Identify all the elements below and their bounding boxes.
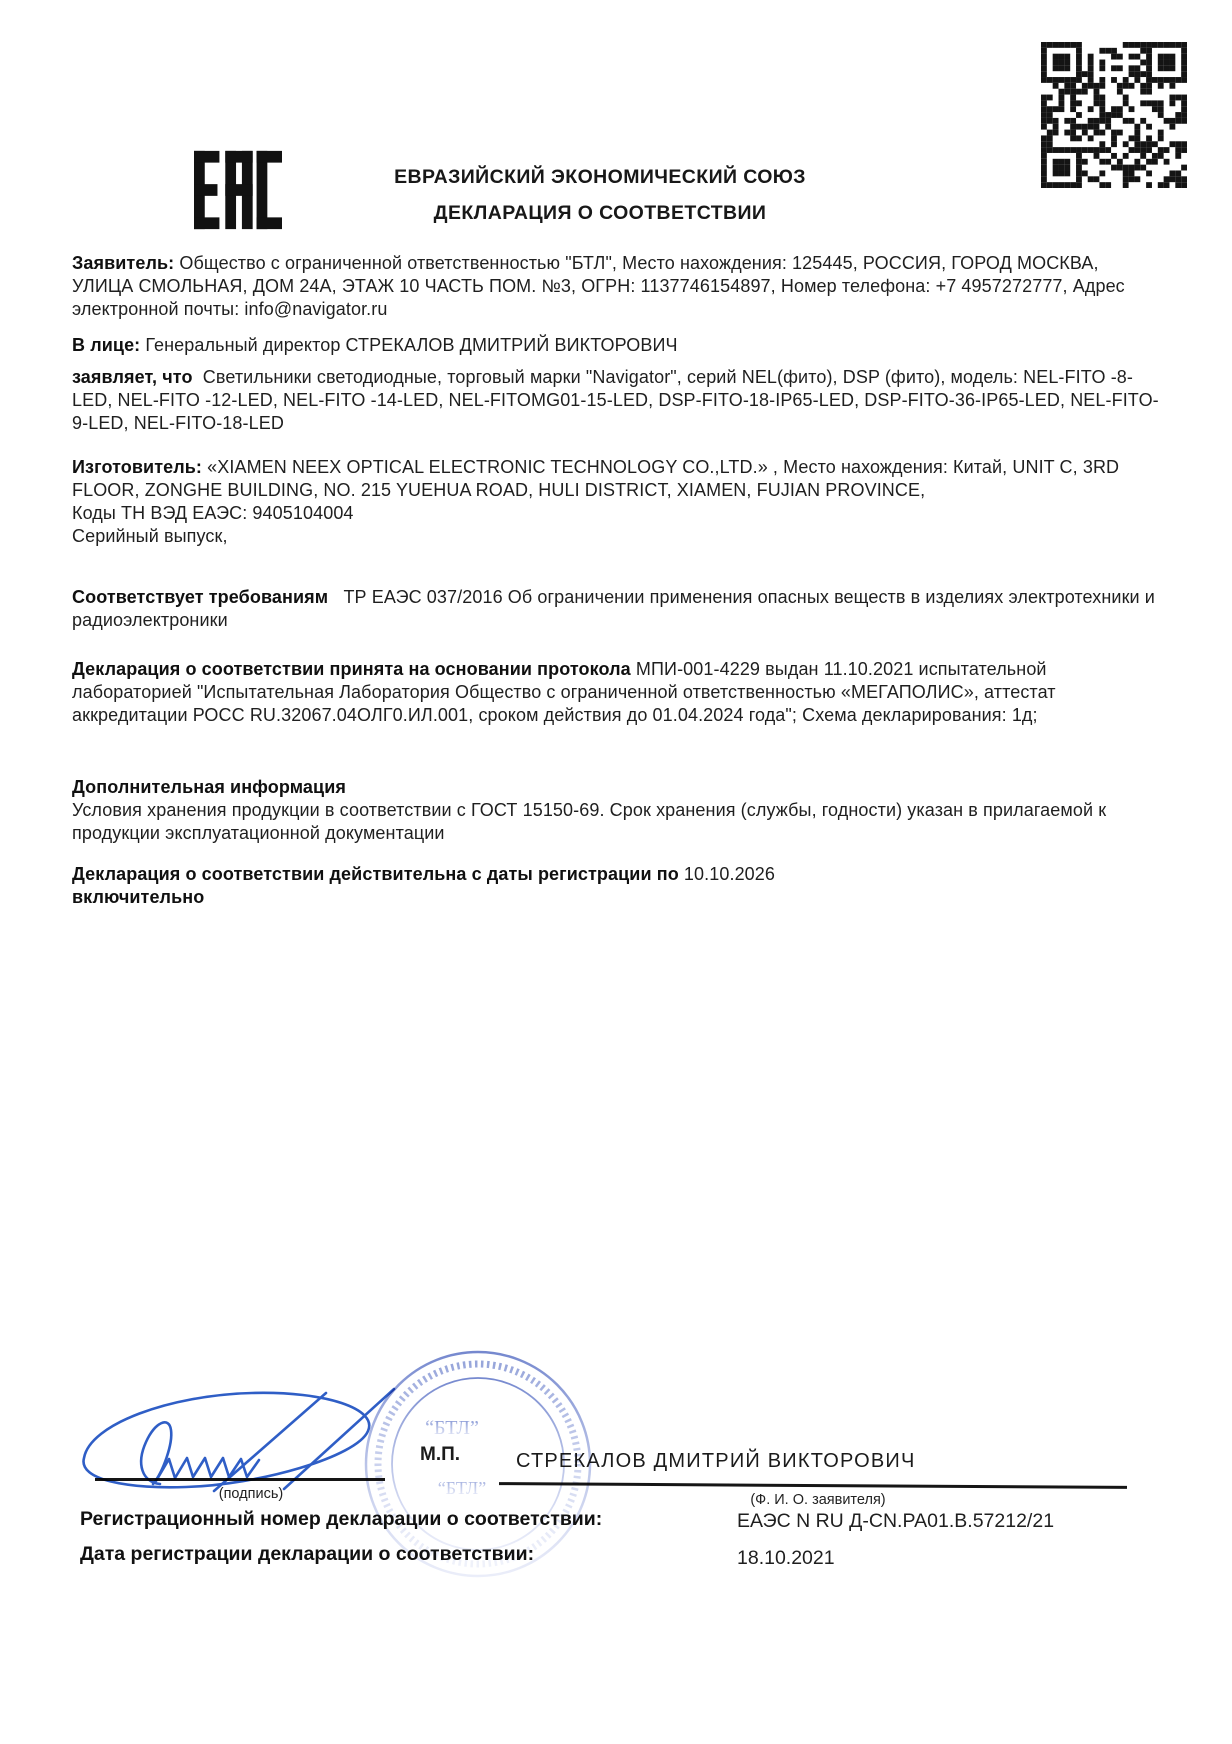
registration-number-label: Регистрационный номер декларации о соответствии: — [80, 1508, 603, 1530]
qr-code — [1041, 40, 1187, 190]
basis-section — [72, 658, 1164, 727]
doc-title: ДЕКЛАРАЦИЯ О СООТВЕТСТВИИ — [433, 202, 767, 224]
declares-label: заявляет, что — [72, 367, 193, 387]
declares-text: Светильники светодиодные, торговый марки "Navigator", серий NEL(фито), DSP (фито), модель: NEL-FITO -8-LED, NEL-FITO -12-LED, NEL-FITO -14-LED, NEL-FITOMG01-15-LED, DSP-FITO-18-IP65-LED, DSP-FITO-36-IP65-LED, NEL-FITO-9-LED, NEL-FITO-18-LED — [72, 367, 1159, 433]
registration-date-value: 18.10.2021 — [737, 1547, 835, 1569]
person-label: В лице: — [72, 335, 141, 355]
tnved-codes-line: Коды ТН ВЭД ЕАЭС: 9405104004 — [72, 503, 354, 523]
validity-label: Декларация о соответствии действительна с даты регистрации по — [72, 864, 679, 884]
person-section — [72, 334, 1164, 357]
signature — [70, 1378, 410, 1498]
applicant-section — [72, 252, 1164, 321]
serial-line: Серийный выпуск, — [72, 526, 228, 546]
additional-info-heading: Дополнительная информация — [72, 777, 346, 797]
stamp-place-mark: М.П. — [420, 1444, 461, 1465]
name-caption: (Ф. И. О. заявителя) — [750, 1492, 886, 1508]
validity-date: 10.10.2026 — [683, 864, 776, 884]
basis-label: Декларация о соответствии принята на основании протокола — [72, 659, 631, 679]
union-title: ЕВРАЗИЙСКИЙ ЭКОНОМИЧЕСКИЙ СОЮЗ — [394, 166, 806, 188]
registration-number-value: ЕАЭС N RU Д-CN.РА01.В.57212/21 — [737, 1510, 1055, 1532]
manufacturer-section — [72, 456, 1164, 548]
header-titles — [170, 166, 1030, 225]
applicant-label: Заявитель: — [72, 253, 175, 273]
validity-section — [72, 863, 1164, 909]
registration-date-label: Дата регистрации декларации о соответствии: — [80, 1543, 535, 1565]
additional-info-text: Условия хранения продукции в соответствии с ГОСТ 15150-69. Срок хранения (службы, годности) указан в прилагаемой к продукции эксплуатационной документации — [72, 800, 1107, 843]
manufacturer-label: Изготовитель: — [72, 457, 203, 477]
applicant-name: СТРЕКАЛОВ ДМИТРИЙ ВИКТОРОВИЧ — [516, 1450, 916, 1472]
signature-caption: (подпись) — [218, 1486, 284, 1502]
additional-info-section — [72, 776, 1164, 845]
manufacturer-text: «XIAMEN NEEX OPTICAL ELECTRONIC TECHNOLOGY CO.,LTD.» , Место нахождения: Китай, UNIT C, 3RD FLOOR, ZONGHE BUILDING, NO. 215 YUEHUA ROAD, HULI DISTRICT, XIAMEN, FUJIAN PROVINCE, — [72, 457, 1120, 500]
compliance-label: Соответствует требованиям — [72, 587, 329, 607]
declares-section — [72, 366, 1164, 435]
basis-text: МПИ-001-4229 выдан 11.10.2021 испытательной лабораторией "Испытательная Лаборатория Общество с ограниченной ответственностью «МЕГАПОЛИС», аттестат аккредитации РОСС RU.32067.04ОЛГ0.ИЛ.001, сроком действия до 01.04.2024 года"; Схема декларирования: 1д; — [72, 659, 1056, 725]
compliance-section — [72, 586, 1164, 632]
validity-suffix: включительно — [72, 887, 205, 907]
compliance-text: ТР ЕАЭС 037/2016 Об ограничении применения опасных веществ в изделиях электротехники и радиоэлектроники — [72, 587, 1155, 630]
person-text: Генеральный директор СТРЕКАЛОВ ДМИТРИЙ ВИКТОРОВИЧ — [145, 335, 678, 355]
applicant-text: Общество с ограниченной ответственностью "БТЛ", Место нахождения: 125445, РОССИЯ, ГОРОД МОСКВА, УЛИЦА СМОЛЬНАЯ, ДОМ 24А, ЭТАЖ 10 ЧАСТЬ ПОМ. №3, ОГРН: 1137746154897, Номер телефона: +7 4957272777, Адрес электронной почты: info@navigator.ru — [72, 253, 1125, 319]
stamp-lower-text: “БТЛ” — [437, 1478, 487, 1498]
stamp-center-text: “БТЛ” — [425, 1417, 479, 1439]
